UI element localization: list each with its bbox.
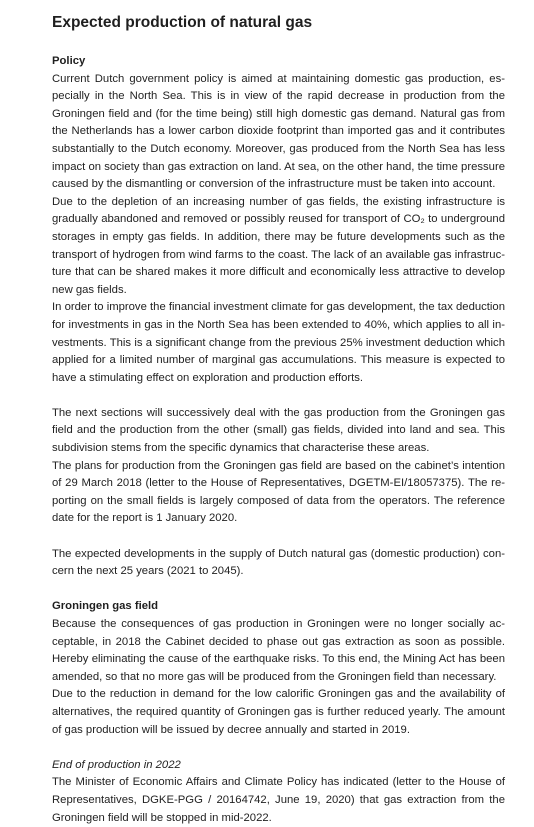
intro-paragraph-2: The plans for production from the Groningen gas field are based on the cabinet’s intention of 29 March 2018 (letter to the House of Representatives, DGETM-EI/18057375). The reporting on the small fields is largely composed of data from the operators. The reference date for the report is 1 January 2020. <box>52 459 505 525</box>
paragraph-spacer <box>52 528 505 546</box>
intro-paragraph-1: The next sections will successively deal with the gas production from the Groningen gas field and the production from the other (small) gas fields, divided into land and sea. This subdivision stems from the specific dynamics that characterise these areas. <box>52 406 505 455</box>
paragraph-spacer <box>52 387 505 405</box>
end-of-production-heading: End of production in 2022 <box>52 758 181 771</box>
policy-heading: Policy <box>52 55 86 67</box>
paragraph-spacer <box>52 739 505 757</box>
policy-paragraph-3: In order to improve the financial investment climate for gas development, the tax deduction for investments in gas in the North Sea has been extended to 40%, which applies to all investments. This is a significant change from the previous 25% investment deduction which applied for a limited number of marginal gas accumulations. This measure is expected to have a stimulating effect on exploration and production efforts. <box>52 301 505 384</box>
groningen-paragraph-1: Because the consequences of gas production in Groningen were no longer socially acceptable, in 2018 the Cabinet decided to phase out gas extraction as soon as possible. Hereby eliminating the cause of the earthquake risks. To this end, the Mining Act has been amended, so that no more gas will be produced from the Groningen field than necessary. <box>52 618 505 683</box>
intro-paragraph-3: The expected developments in the supply of Dutch natural gas (domestic production) concern the next 25 years (2021 to 2045). <box>52 547 505 578</box>
policy-paragraph-1: Current Dutch government policy is aimed at maintaining domestic gas production, especially in the North Sea. This is in view of the rapid decrease in production from the Groningen field and (for the time being) still high domestic gas demand. Natural gas from the Netherlands has a lower carbon dioxide footprint than imported gas and it contributes substantially to the Dutch economy. Moreover, gas produced from the North Sea has less impact on society than gas extraction on land. At sea, on the other hand, the time pressure caused by the dismantling or conversion of the infrastructure must be taken into account. <box>52 72 505 191</box>
groningen-paragraph-2: Due to the reduction in demand for the low calorific Groningen gas and the availability of alternatives, the required quantity of Groningen gas is further reduced yearly. The amount of gas production will be issued by decree annually and started in 2019. <box>52 688 505 736</box>
policy-paragraph-2: Due to the depletion of an increasing number of gas fields, the existing infrastructure is gradually abandoned and removed or possibly reused for transport of CO₂ to underground storages in empty gas fields. In addition, there may be future developments such as the transport of hydrogen from wind farms to the coast. The lack of an available gas infrastructure that can be shared makes it more difficult and economically less attractive to develop new gas fields. <box>52 195 505 296</box>
end-of-production-paragraph: The Minister of Economic Affairs and Climate Policy has indicated (letter to the House of Representatives, DGKE-PGG / 20164742, June 19, 2020) that gas extraction from the Groningen field will be stopped in mid-2022. <box>52 776 505 824</box>
page-title: Expected production of natural gas <box>52 14 313 31</box>
groningen-heading: Groningen gas field <box>52 600 159 613</box>
paragraph-spacer <box>52 581 505 599</box>
